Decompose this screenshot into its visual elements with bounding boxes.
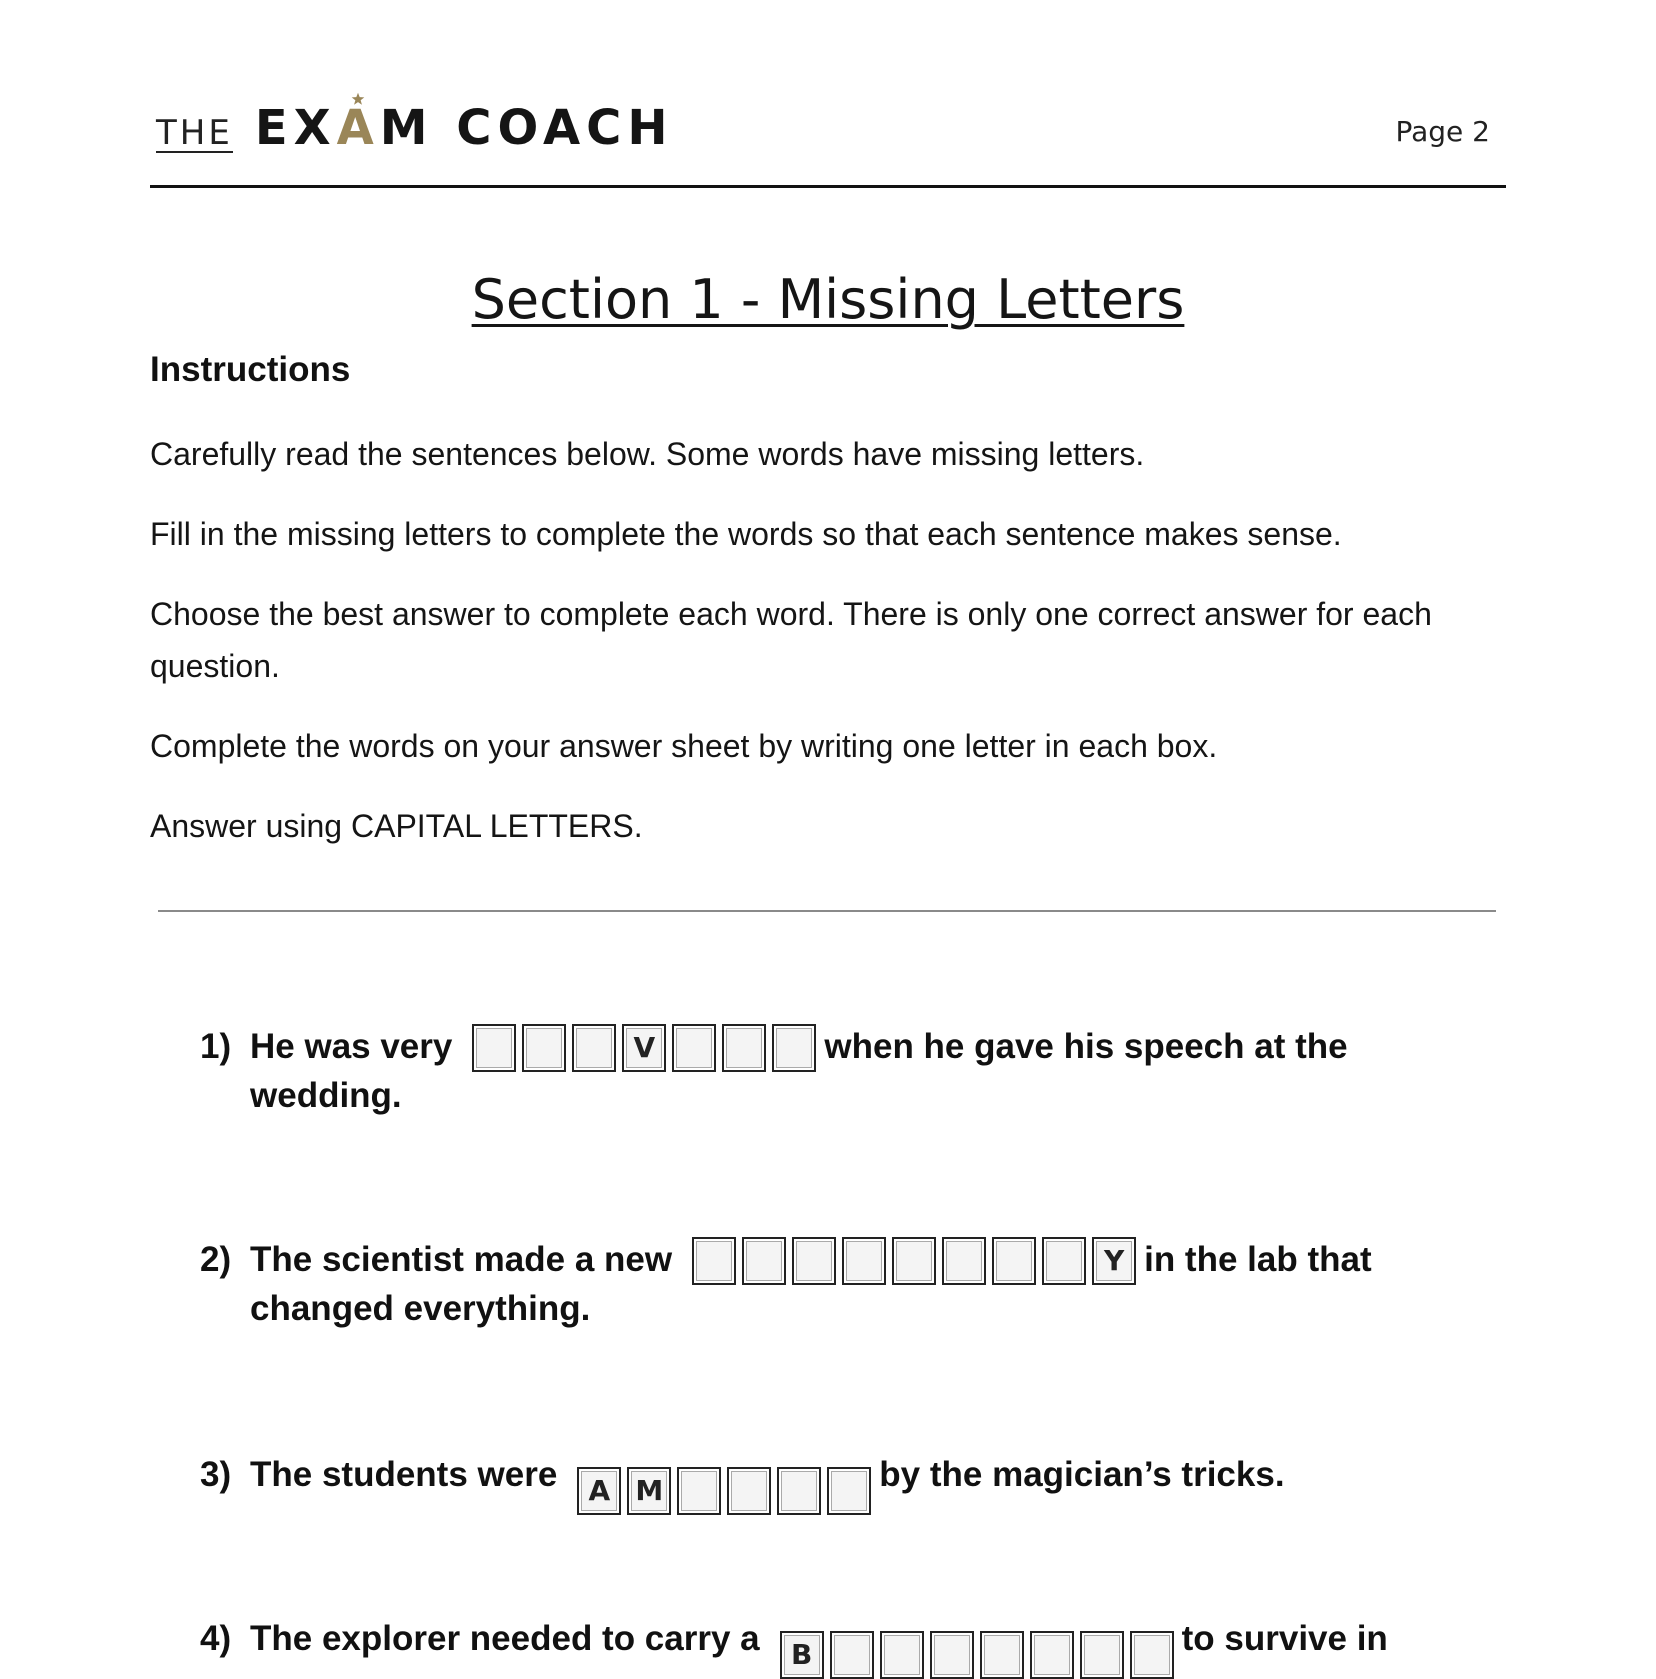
letter-box[interactable]	[1030, 1631, 1074, 1679]
letter-box[interactable]	[742, 1237, 786, 1285]
letter-box[interactable]	[727, 1467, 771, 1515]
letter-box[interactable]: B	[780, 1631, 824, 1679]
letter-box[interactable]	[792, 1237, 836, 1285]
question-text-before: The scientist made a new	[250, 1240, 673, 1279]
letter-box[interactable]	[1130, 1631, 1174, 1679]
logo-the: THE	[156, 113, 233, 153]
question-text-after: in the lab that changed everything.	[250, 1240, 1372, 1328]
letter-box[interactable]	[777, 1467, 821, 1515]
letter-box[interactable]	[677, 1467, 721, 1515]
letter-box[interactable]	[827, 1467, 871, 1515]
exam-coach-logo	[156, 101, 674, 155]
question-text	[250, 1451, 1500, 1515]
letter-box[interactable]	[522, 1024, 566, 1072]
letter-box[interactable]	[980, 1631, 1024, 1679]
letter-box[interactable]: A	[577, 1467, 621, 1515]
star-icon	[351, 92, 365, 106]
question-number: 2)	[200, 1240, 232, 1279]
letter-box[interactable]	[880, 1631, 924, 1679]
letter-box[interactable]: V	[622, 1024, 666, 1072]
letter-box[interactable]	[772, 1024, 816, 1072]
letter-box[interactable]	[1042, 1237, 1086, 1285]
letter-box[interactable]	[992, 1237, 1036, 1285]
instruction-paragraph: Carefully read the sentences below. Some words have missing letters.	[150, 436, 1145, 472]
logo-m-coach: M COACH	[379, 100, 674, 156]
question-text-after: to survive in	[1181, 1619, 1388, 1658]
letter-boxes[interactable]	[780, 1631, 1174, 1679]
instruction-paragraph: Complete the words on your answer sheet by writing one letter in each box.	[150, 728, 1218, 764]
letter-boxes[interactable]	[472, 1024, 816, 1072]
section-divider	[158, 910, 1496, 912]
letter-boxes[interactable]	[577, 1467, 871, 1515]
instruction-paragraph: Choose the best answer to complete each word. There is only one correct answer for each question.	[150, 596, 1432, 684]
letter-box[interactable]	[672, 1024, 716, 1072]
instruction-paragraph: Fill in the missing letters to complete the words so that each sentence makes sense.	[150, 516, 1342, 552]
header-rule	[150, 185, 1506, 188]
letter-box[interactable]: M	[627, 1467, 671, 1515]
letter-box[interactable]	[830, 1631, 874, 1679]
question-number: 4)	[200, 1619, 232, 1658]
question-text	[250, 1615, 1500, 1679]
letter-box[interactable]	[942, 1237, 986, 1285]
section-title: Section 1 - Missing Letters	[471, 268, 1185, 331]
page-number: Page 2	[1395, 115, 1490, 148]
letter-box[interactable]	[930, 1631, 974, 1679]
question-text-after: by the magician’s tricks.	[879, 1455, 1285, 1494]
letter-box[interactable]	[692, 1237, 736, 1285]
letter-box[interactable]	[472, 1024, 516, 1072]
letter-box[interactable]	[572, 1024, 616, 1072]
question-text	[250, 1236, 1500, 1333]
question-text	[250, 1023, 1500, 1120]
question-number: 1)	[200, 1027, 232, 1066]
question-text-before: He was very	[250, 1027, 453, 1066]
letter-box[interactable]: Y	[1092, 1237, 1136, 1285]
instructions-heading: Instructions	[150, 350, 351, 389]
letter-box[interactable]	[892, 1237, 936, 1285]
letter-box[interactable]	[842, 1237, 886, 1285]
logo-ex: EX	[254, 100, 337, 156]
letter-boxes[interactable]	[692, 1237, 1136, 1285]
logo-wordmark	[255, 101, 674, 155]
question-text-before: The explorer needed to carry a	[250, 1619, 760, 1658]
question-text-after: when he gave his speech at the wedding.	[250, 1027, 1348, 1115]
letter-box[interactable]	[1080, 1631, 1124, 1679]
question-number: 3)	[200, 1455, 232, 1494]
question-text-before: The students were	[250, 1455, 558, 1494]
instruction-paragraph: Answer using CAPITAL LETTERS.	[150, 808, 643, 844]
logo-a: A	[337, 100, 380, 156]
page-header	[150, 95, 1502, 155]
letter-box[interactable]	[722, 1024, 766, 1072]
